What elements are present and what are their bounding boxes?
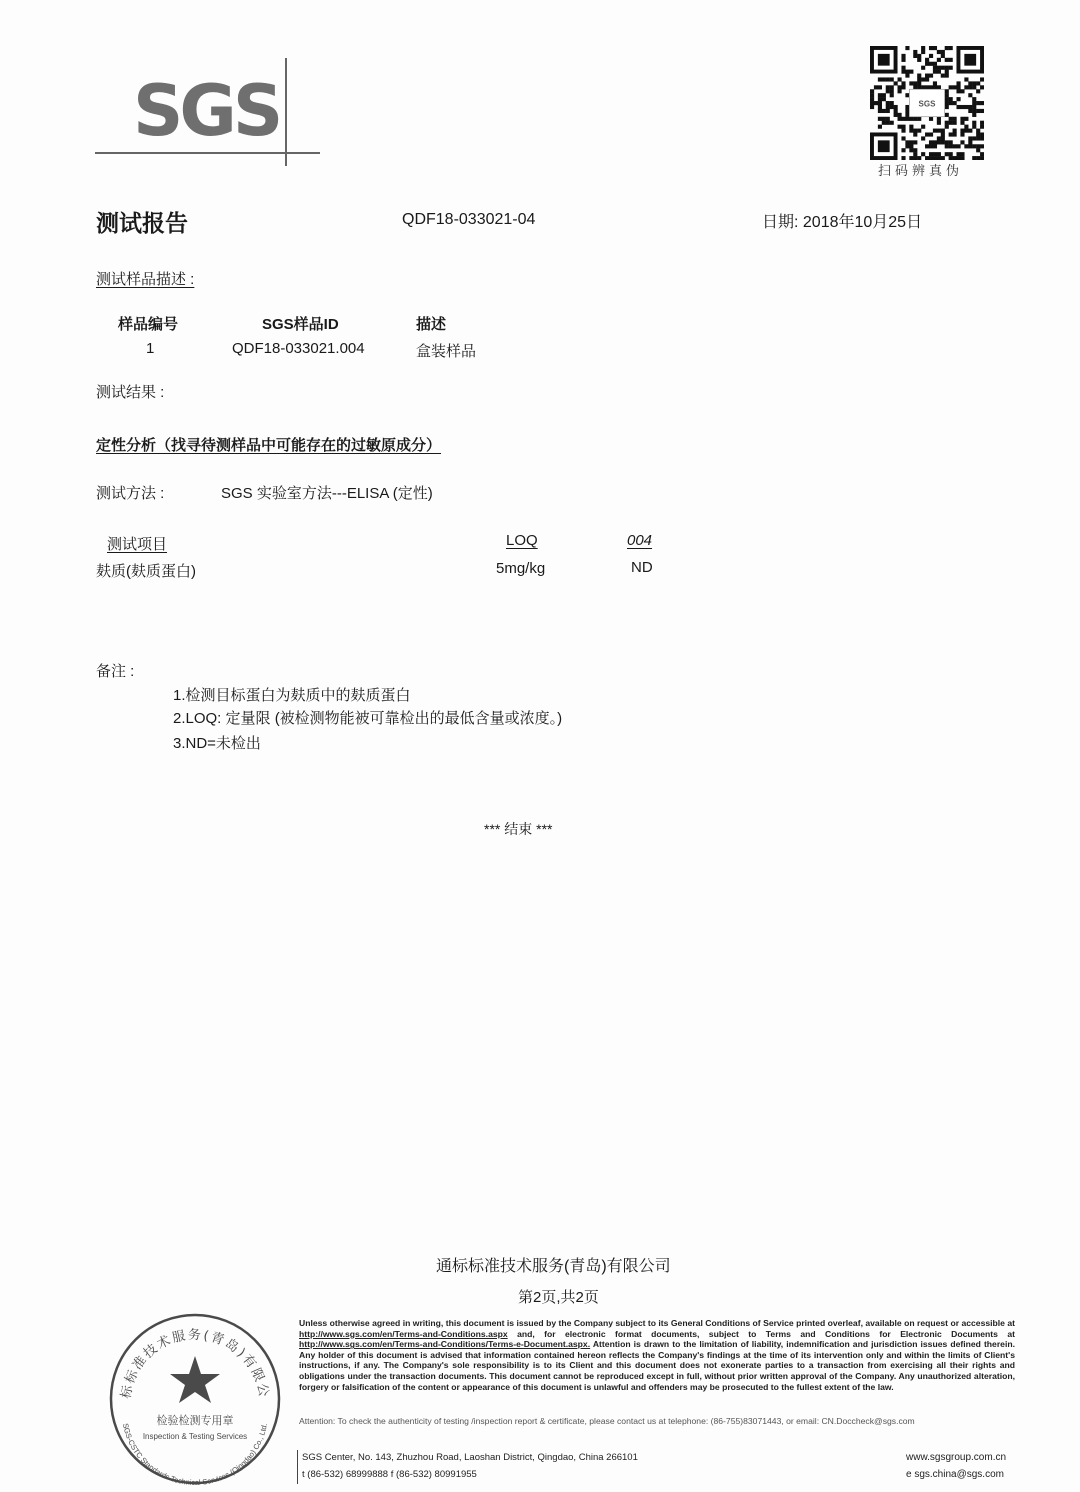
footer-divider (297, 1450, 298, 1484)
disclaimer (299, 1318, 1015, 1392)
seal-star-icon (170, 1356, 220, 1403)
footer-company: 通标标准技术服务(青岛)有限公司 (436, 1258, 671, 1275)
test-item-header: 测试项目 (107, 536, 168, 553)
test-item-value: 麸质(麸质蛋白) (96, 563, 196, 580)
footer-address: SGS Center, No. 143, Zhuzhou Road, Laoshan District, Qingdao, China 266101 (302, 1452, 638, 1463)
note-item: 1.检测目标蛋白为麸质中的麸质蛋白 (173, 687, 411, 704)
report-title: 测试报告 (96, 210, 188, 236)
method-value: SGS 实验室方法---ELISA (定性) (221, 485, 433, 502)
disclaimer-text: and, for electronic format documents, subject to Terms and Conditions for Electronic Documents at (507, 1328, 1015, 1339)
terms-e-document-link[interactable]: http://www.sgs.com/en/Terms-and-Conditions/Terms-e-Document.aspx. (299, 1339, 591, 1350)
sgs-logo (95, 58, 320, 158)
result-value: ND (631, 559, 653, 576)
disclaimer-text: Unless otherwise agreed in writing, this document is issued by the Company subject to its General Conditions of Service printed overleaf, available on request or accessible at (299, 1318, 1015, 1328)
sample-header-no: 样品编号 (118, 316, 179, 333)
method-label: 测试方法 : (96, 485, 165, 502)
qr-code-icon (870, 46, 984, 160)
sample-row-desc: 盒装样品 (416, 343, 477, 360)
sample-row-no: 1 (146, 340, 155, 357)
notes-label: 备注 : (96, 663, 135, 680)
footer-phone: t (86-532) 68999888 f (86-532) 80991955 (302, 1469, 477, 1480)
end-mark: *** 结束 *** (484, 821, 553, 837)
qr-caption: 扫码辨真伪 (878, 164, 964, 179)
note-item: 3.ND=未检出 (173, 735, 261, 752)
sample-section-label: 测试样品描述 : (96, 271, 195, 288)
note-item: 2.LOQ: 定量限 (被检测物能被可靠检出的最低含量或浓度。) (173, 710, 563, 727)
sample-004-header: 004 (627, 532, 653, 549)
attention-note: Attention: To check the authenticity of testing /inspection report & certificate, please contact us at telephone: (86-755)83071443, or email: CN.Doccheck@sgs.com (299, 1416, 915, 1426)
loq-header: LOQ (506, 532, 538, 549)
sgs-logo-text: SGS (133, 70, 280, 152)
footer-email: e sgs.china@sgs.com (906, 1469, 1004, 1480)
sample-row-id: QDF18-033021.004 (232, 340, 365, 357)
seal-english-text: Inspection & Testing Services (142, 1432, 248, 1441)
terms-link[interactable]: http://www.sgs.com/en/Terms-and-Conditions.aspx (299, 1328, 508, 1339)
qr-center-label: SGS (918, 99, 936, 109)
qr-code (870, 46, 984, 160)
analysis-title: 定性分析（找寻待测样品中可能存在的过敏原成分） (96, 437, 442, 454)
sample-header-id: SGS样品ID (262, 316, 339, 333)
seal-stamp-icon (108, 1312, 282, 1486)
loq-value: 5mg/kg (496, 560, 546, 577)
logo-rule-vertical (285, 58, 287, 166)
seal-center-text: 检验检测专用章 (156, 1414, 234, 1427)
results-label: 测试结果 : (96, 384, 165, 401)
official-seal (108, 1312, 282, 1486)
seal-top-text: 标标准技术服务(青岛)有限公 (118, 1327, 272, 1400)
report-date: 日期: 2018年10月25日 (762, 214, 923, 231)
footer-website: www.sgsgroup.com.cn (906, 1452, 1007, 1463)
disclaimer-text: Attention is drawn to the limitation of liability, indemnification and jurisdiction issues defined therein. Any holder of this document is advised that information contained hereon reflects the Company's findings at the time of its intervention only and within the limits of Client's instructions, if any. The Company's sole responsibility is to its Client and this document does not exonerate parties to a transaction from exercising all their rights and obligations under the transaction documents. This document cannot be reproduced except in full, without prior written approval of the Company. Any unauthorized alteration, forgery or falsification of the content or appearance of this document is unlawful and offenders may be prosecuted to the fullest extent of the law. (299, 1339, 1015, 1392)
sample-header-desc: 描述 (416, 316, 447, 333)
page-number: 第2页,共2页 (518, 1289, 599, 1306)
report-number: QDF18-033021-04 (402, 211, 536, 228)
seal-bottom-text: SGS-CSTC Standards Technical Services (Qingdao) Co., Ltd. (120, 1422, 270, 1486)
